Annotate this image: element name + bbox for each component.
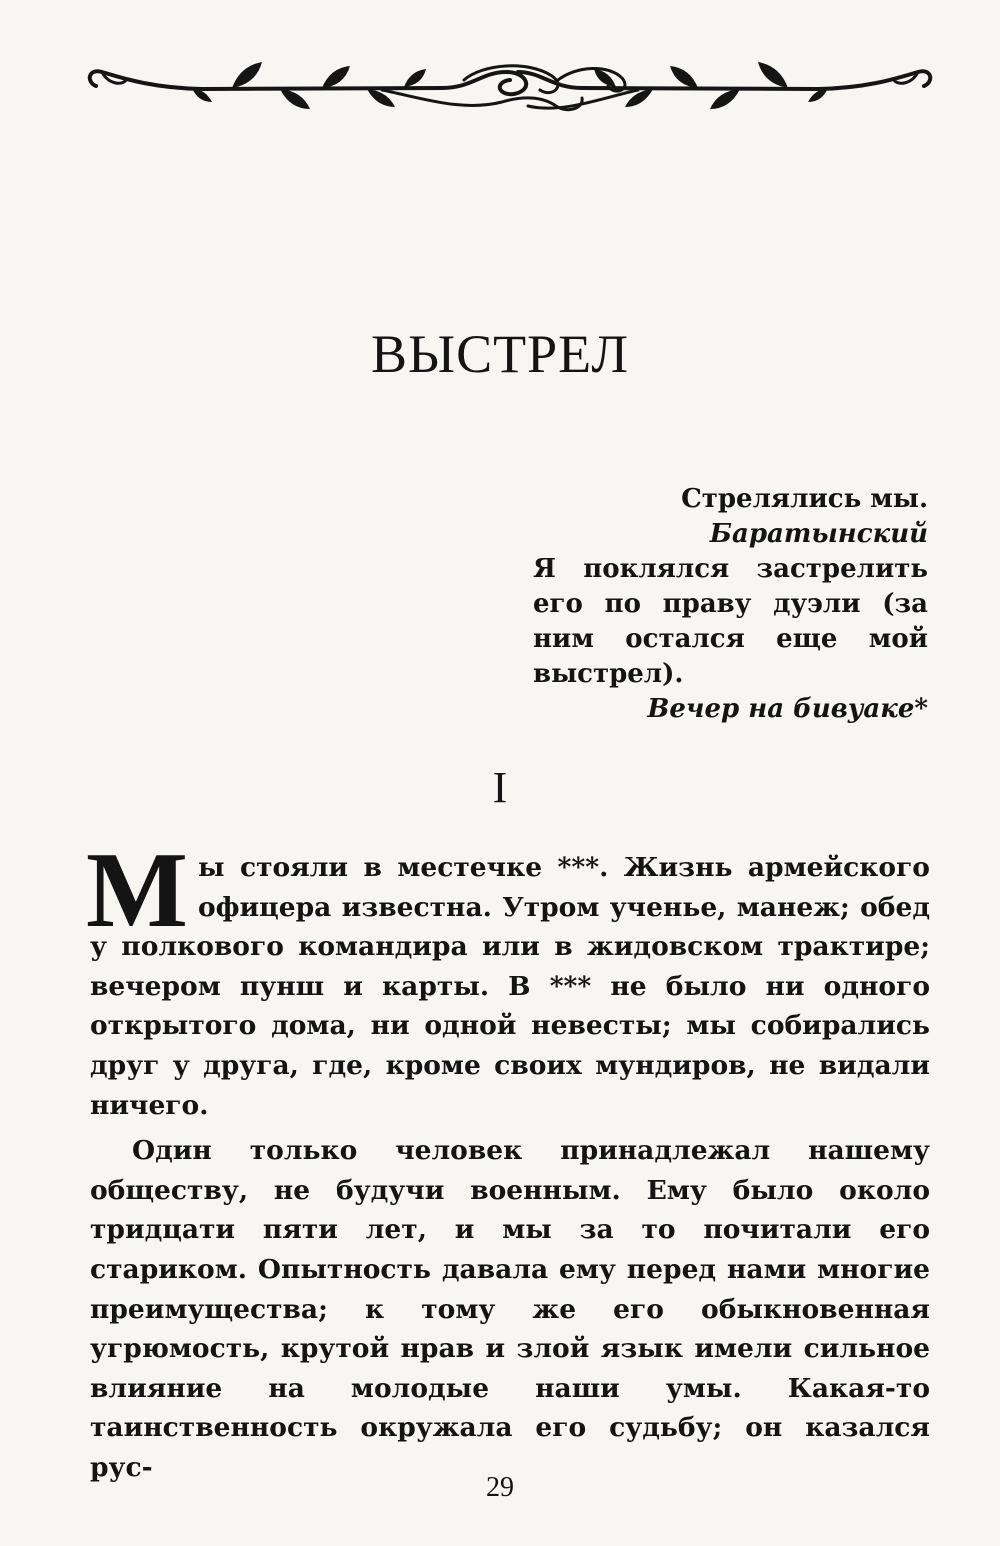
story-title: ВЫСТРЕЛ [370, 324, 630, 384]
chapter-number: I [492, 763, 508, 812]
epigraph-author: Баратынский [709, 519, 928, 549]
epigraph [533, 552, 928, 727]
decorative-vignette [82, 58, 938, 128]
epigraph-quote: Стрелялись мы. [681, 484, 928, 514]
drop-cap: М [86, 831, 188, 950]
paragraph-text: ы стояли в местечке ***. Жизнь армейского офицера известна. Утром ученье, манеж; обед у полкового командира или в жидовском трактире; вечером пунш и карты. В *** не было ни одного открытого дома, ни одной невесты; мы собирались друг у друга, где, кроме своих мундиров, не видали ничего. [90, 852, 930, 1121]
epigraph [528, 482, 928, 552]
paragraph-text: Один только человек принадлежал нашему обществу, не будучи военным. Ему было около тридцати пяти лет, и мы за то почитали его стариком. Опытность давала ему перед нами многие преимущества; к тому же его обыкновенная угрюмость, крутой нрав и злой язык имели сильное влияние на молодые наши умы. Какая-то таинственность окружала его судьбу; он казался рус- [90, 1135, 930, 1483]
epigraph-quote: Я поклялся застрелить его по праву дуэли (за ним остался еще мой выстрел). [533, 554, 928, 689]
body-text [86, 831, 930, 1488]
epigraph-author: Вечер на бивуаке* [647, 694, 928, 724]
paragraph [90, 1131, 930, 1487]
page-number: 29 [486, 1472, 514, 1503]
paragraph [86, 831, 930, 1125]
